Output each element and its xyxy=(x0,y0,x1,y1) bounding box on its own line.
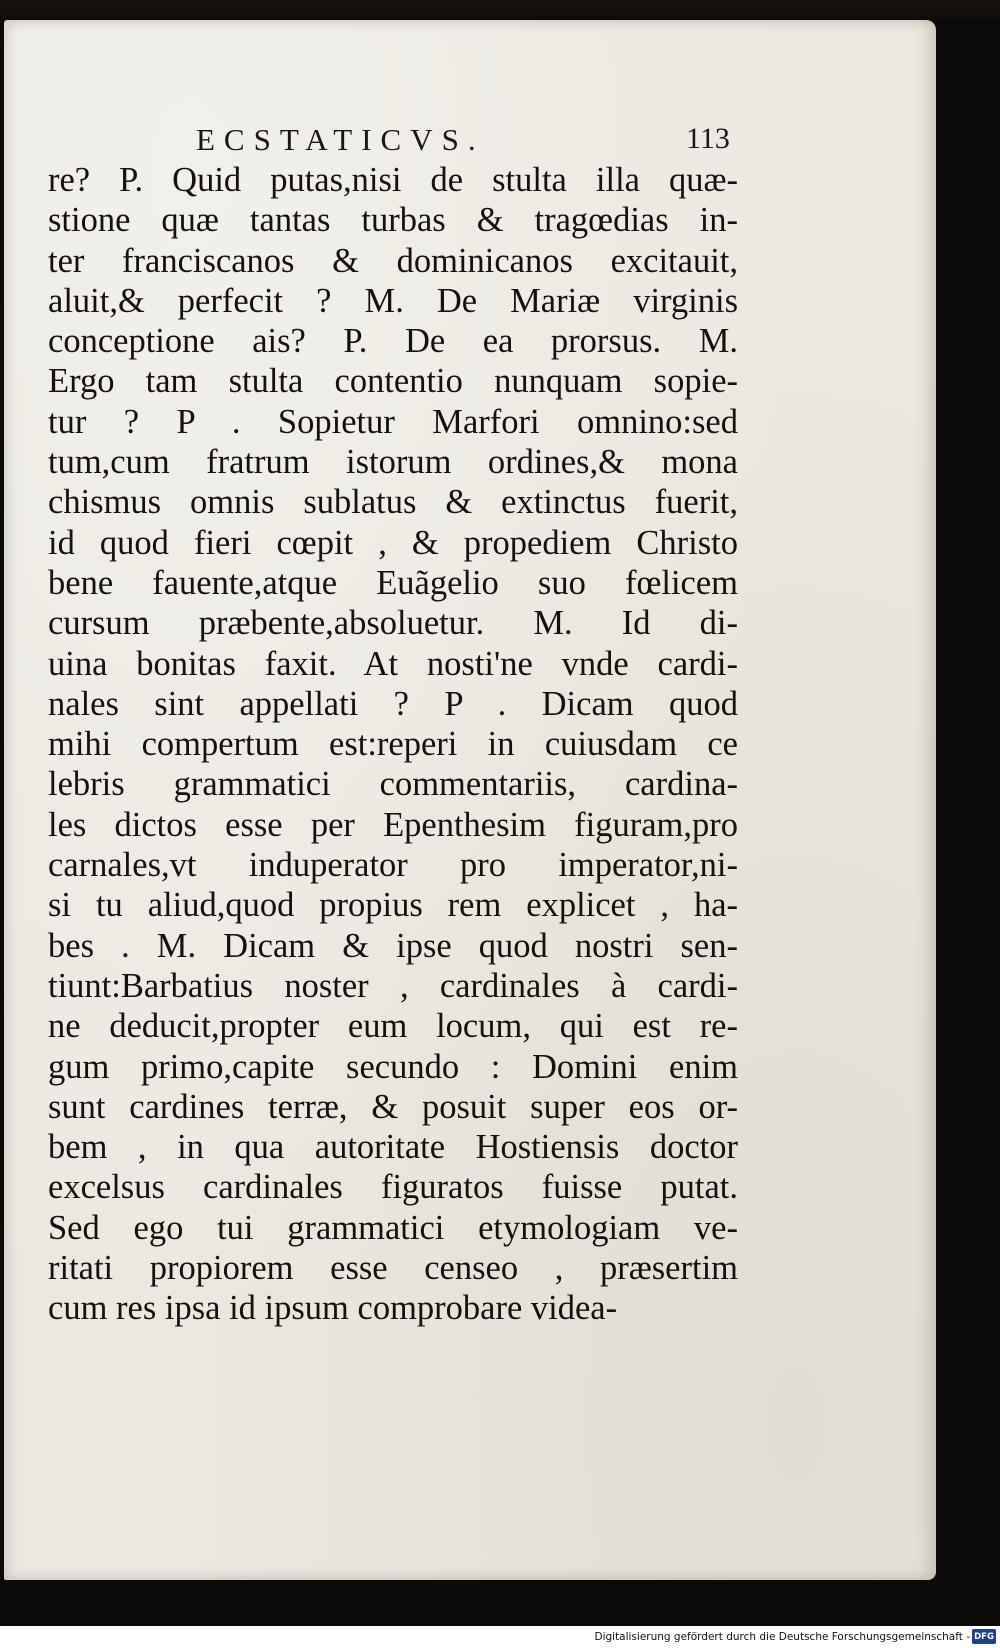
text-line: ne deducit,propter eum locum, qui est re- xyxy=(48,1007,738,1046)
text-line: excelsus cardinales figuratos fuisse putat. xyxy=(48,1168,738,1207)
dfg-logo-icon: DFG xyxy=(972,1629,996,1644)
text-line: ritati propiorem esse censeo , præsertim xyxy=(48,1249,738,1288)
text-line: sunt cardines terræ, & posuit super eos or- xyxy=(48,1087,738,1126)
scan-top-edge xyxy=(0,0,1000,22)
text-line: bes . M. Dicam & ipse quod nostri sen- xyxy=(48,926,738,965)
text-line: ter franciscanos & dominicanos excitauit, xyxy=(48,241,738,280)
text-line: mihi compertum est:reperi in cuiusdam ce xyxy=(48,725,738,764)
text-line: uina bonitas faxit. At nosti'ne vnde cardi- xyxy=(48,644,738,683)
text-line: gum primo,capite secundo : Domini enim xyxy=(48,1047,738,1086)
text-line: cum res ipsa id ipsum comprobare videa- xyxy=(48,1289,618,1328)
text-line: cursum præbente,absoluetur. M. Id di- xyxy=(48,604,738,643)
text-line: id quod fieri cœpit , & propediem Christo xyxy=(48,523,738,562)
digitization-credit: Digitalisierung gefördert durch die Deutsche Forschungsgemeinschaft - xyxy=(594,1631,970,1643)
text-line: Sed ego tui grammatici etymologiam ve- xyxy=(48,1208,738,1247)
body-text xyxy=(48,160,738,1329)
text-line: stione quæ tantas turbas & tragœdias in- xyxy=(48,201,738,240)
text-line: aluit,& perfecit ? M. De Mariæ virginis xyxy=(48,281,738,320)
text-line: carnales,vt induperator pro imperator,ni- xyxy=(48,846,738,885)
running-head: ECSTATICVS. xyxy=(196,122,485,157)
text-line: conceptione ais? P. De ea prorsus. M. xyxy=(48,322,738,361)
text-line: re? P. Quid putas,nisi de stulta illa quæ- xyxy=(48,161,738,199)
text-line: bene fauente,atque Euãgelio suo fœlicem xyxy=(48,563,738,602)
text-line: bem , in qua autoritate Hostiensis doctor xyxy=(48,1128,738,1167)
text-line: tur ? P . Sopietur Marfori omnino:sed xyxy=(48,402,738,441)
text-line: lebris grammatici commentariis, cardina- xyxy=(48,765,738,804)
text-line: les dictos esse per Epenthesim figuram,pro xyxy=(48,805,738,844)
text-line: tiunt:Barbatius noster , cardinales à cardi- xyxy=(48,966,738,1005)
text-line: tum,cum fratrum istorum ordines,& mona xyxy=(48,443,738,482)
text-line: nales sint appellati ? P . Dicam quod xyxy=(48,684,738,723)
page-number: 113 xyxy=(686,122,730,155)
text-line: Ergo tam stulta contentio nunquam sopie- xyxy=(48,362,738,401)
text-line: chismus omnis sublatus & extinctus fuerit, xyxy=(48,483,738,522)
text-line: si tu aliud,quod propius rem explicet , ha- xyxy=(48,886,738,925)
